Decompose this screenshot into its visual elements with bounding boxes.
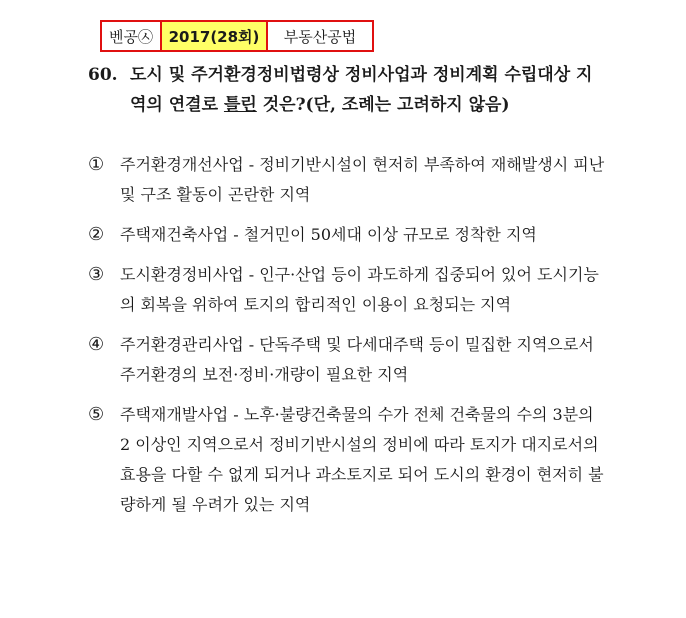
option-marker: ④ <box>88 334 105 355</box>
year-tag: 2017(28회) <box>162 22 268 50</box>
answer-option-1[interactable] <box>88 150 608 210</box>
answer-option-2[interactable] <box>88 220 608 250</box>
option-text: 주거환경관리사업 - 단독주택 및 다세대주택 등이 밀집한 지역으로서 주거환경의 보전·정비·개량이 필요한 지역 <box>120 335 594 384</box>
question-text: 도시 및 주거환경정비법령상 정비사업과 정비계획 수립대상 지역의 연결로 <box>130 65 593 115</box>
option-text: 주택재개발사업 - 노후·불량건축물의 수가 전체 건축물의 수의 3분의 2 이상인 지역으로서 정비기반시설의 정비에 따라 토지가 대지로서의 효용을 다할 수 없게 되거나 과소토지로 되어 도시의 환경이 현저히 불량하게 될 우려가 있는 지역 <box>120 405 604 514</box>
question-stem <box>88 60 608 120</box>
question-number: 60. <box>88 65 118 85</box>
option-marker: ② <box>88 224 105 245</box>
option-marker: ③ <box>88 264 105 285</box>
answer-option-3[interactable] <box>88 260 608 320</box>
option-text: 주택재건축사업 - 철거민이 50세대 이상 규모로 정착한 지역 <box>120 225 537 244</box>
answer-option-5[interactable] <box>88 400 608 520</box>
exam-tag-bar <box>100 20 374 52</box>
question-emphasis: 틀린 <box>223 95 257 115</box>
option-text: 도시환경정비사업 - 인구·산업 등이 과도하게 집중되어 있어 도시기능의 회복을 위하여 토지의 합리적인 이용이 요청되는 지역 <box>120 265 599 314</box>
source-tag: 벤공㉦ <box>102 22 162 50</box>
option-marker: ⑤ <box>88 404 105 425</box>
option-text: 주거환경개선사업 - 정비기반시설이 현저히 부족하여 재해발생시 피난 및 구조 활동이 곤란한 지역 <box>120 155 605 204</box>
option-marker: ① <box>88 154 105 175</box>
question-text-tail: 것은?(단, 조례는 고려하지 않음) <box>256 95 510 115</box>
answer-options <box>88 150 608 530</box>
subject-tag: 부동산공법 <box>283 27 357 46</box>
answer-option-4[interactable] <box>88 330 608 390</box>
